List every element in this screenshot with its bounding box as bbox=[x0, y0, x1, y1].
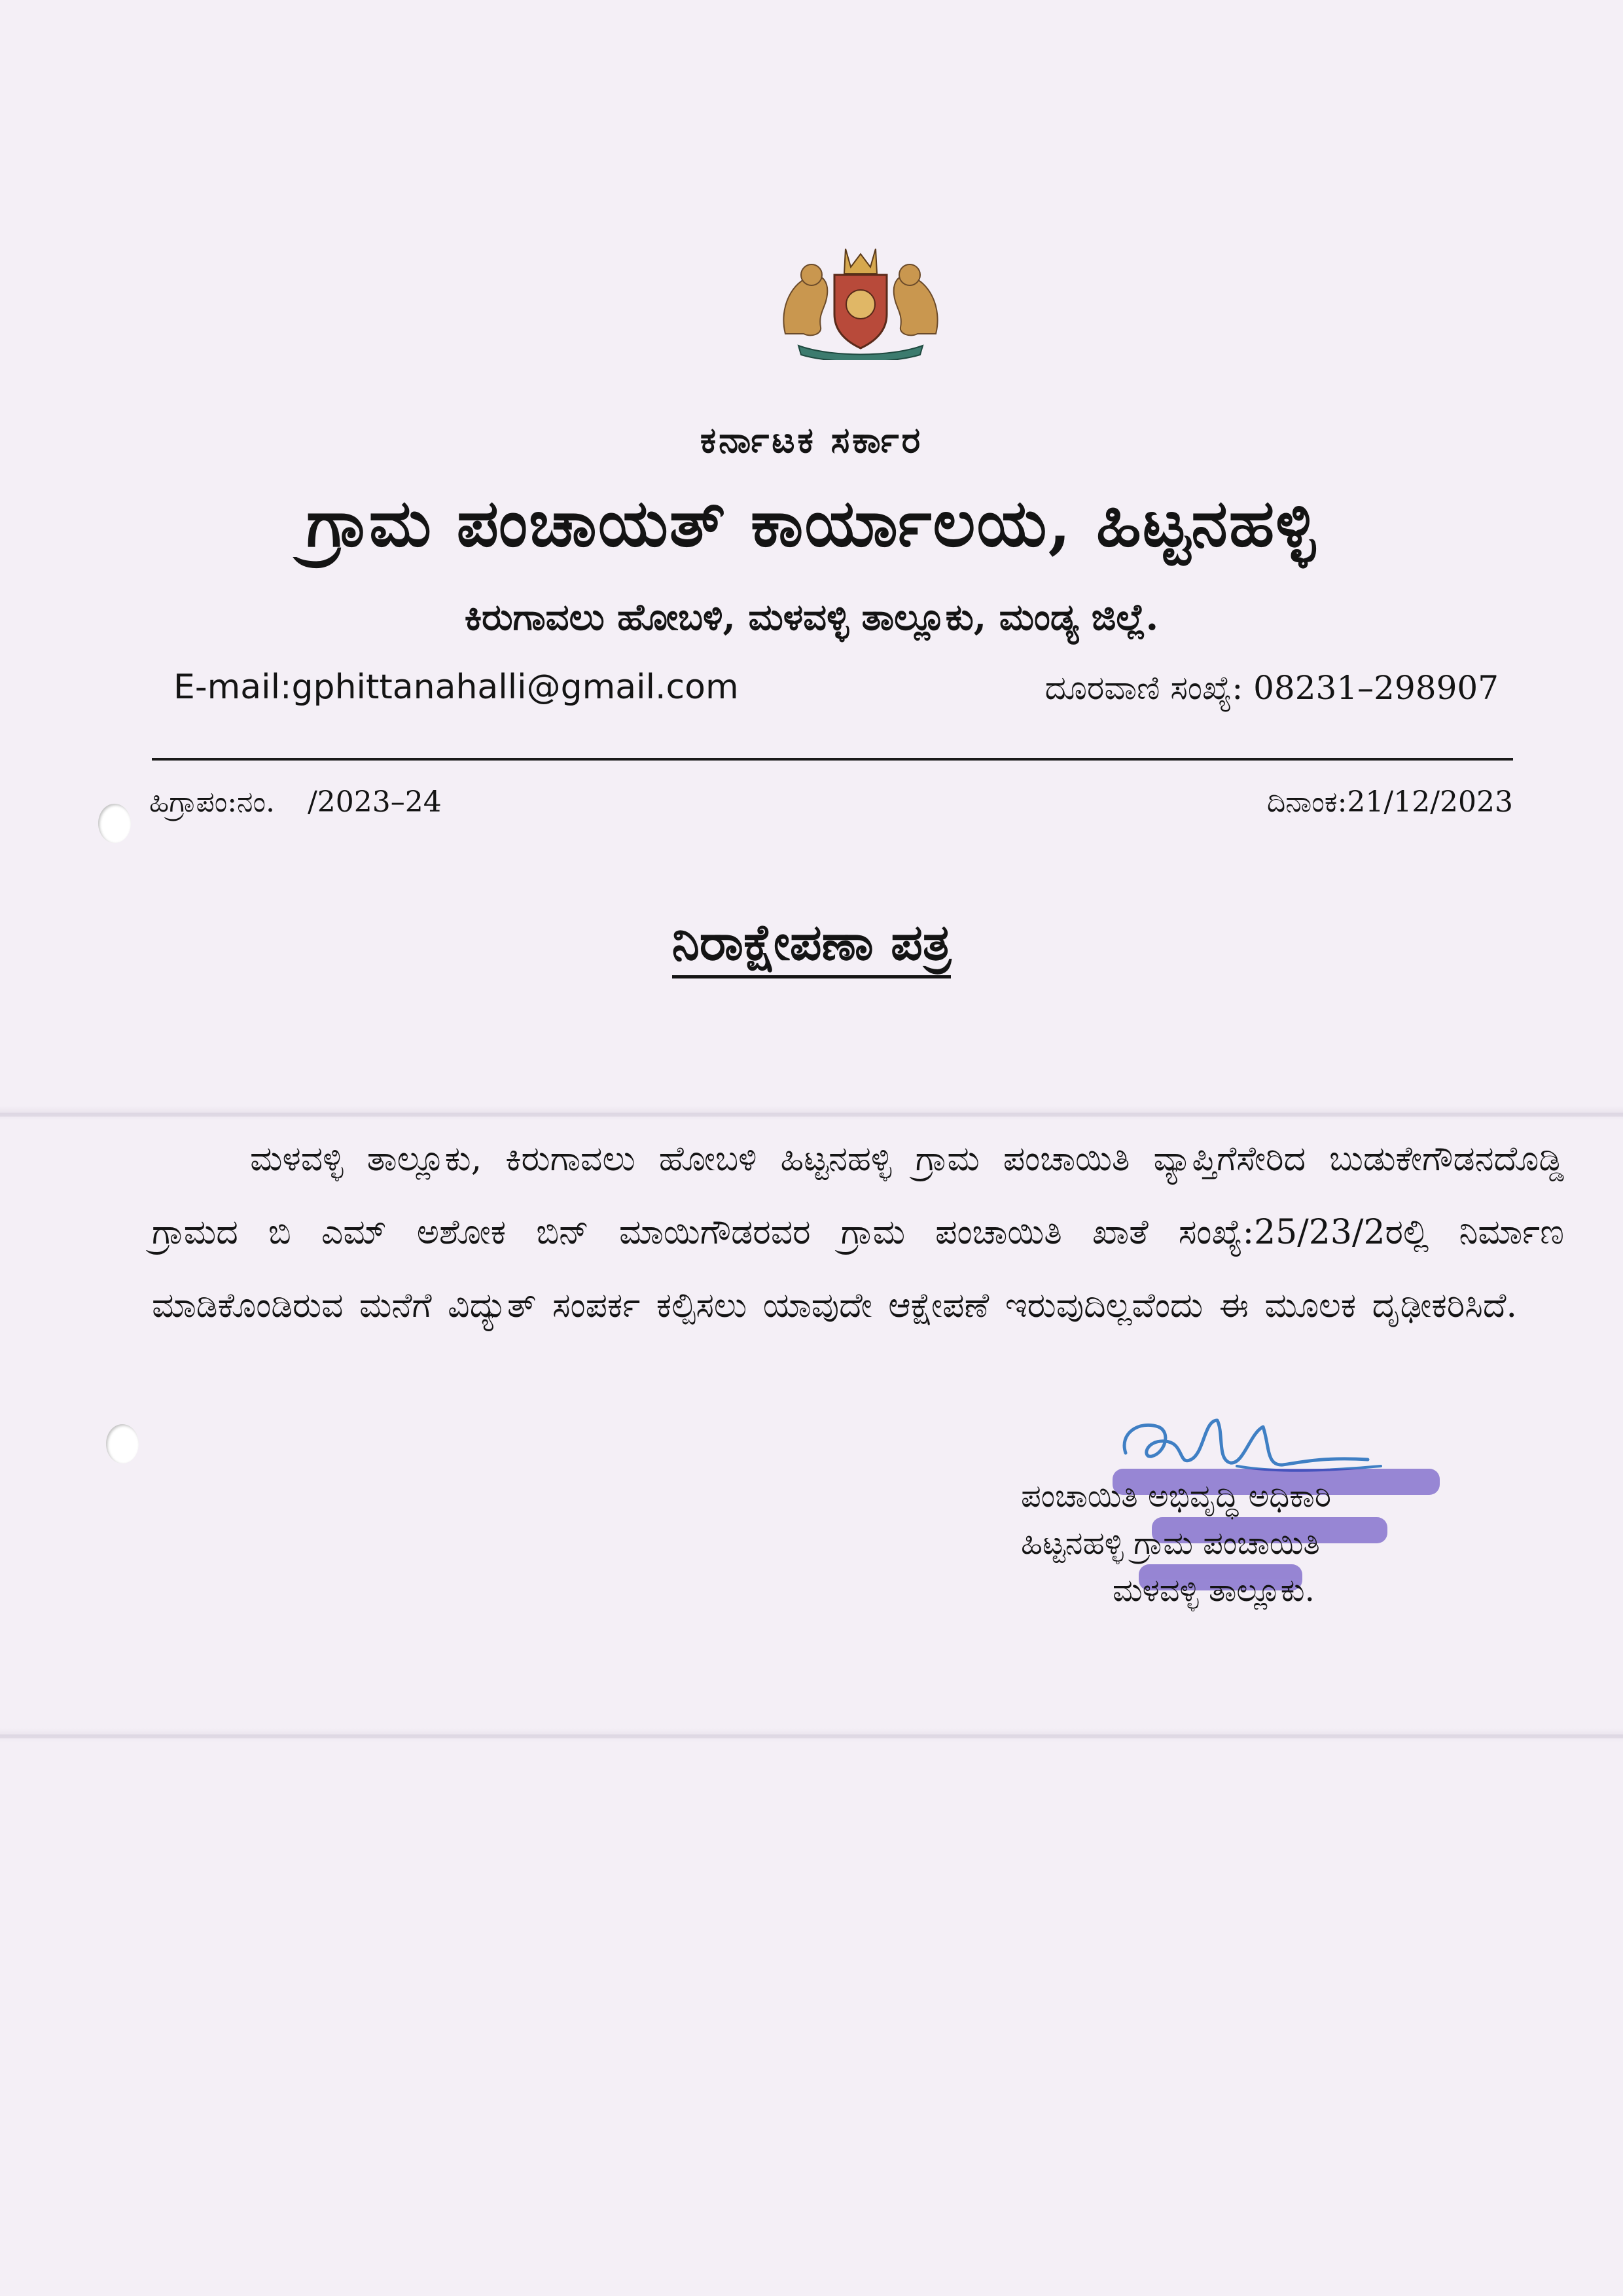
subject-text: ನಿರಾಕ್ಷೇಪಣಾ ಪತ್ರ bbox=[672, 913, 952, 978]
letter-body: ಮಳವಳ್ಳಿ ತಾಲ್ಲೂಕು, ಕಿರುಗಾವಲು ಹೋಬಳಿ ಹಿಟ್ಟನಹಳ್ಳಿ ಗ್ರಾಮ ಪಂಚಾಯಿತಿ ವ್ಯಾಪ್ತಿಗೆಸೇರಿದ ಬುಡುಕೇಗೌಡನದೊಡ್ಡಿ ಗ್ರಾಮದ ಬಿ ಎಮ್ ಅಶೋಕ ಬಿನ್ ಮಾಯಿಗೌಡರವರ ಗ್ರಾಮ ಪಂಚಾಯಿತಿ ಖಾತೆ ಸಂಖ್ಯೆ:25/23/2ರಲ್ಲಿ ನಿರ್ಮಾಣ ಮಾಡಿಕೊಂಡಿರುವ ಮನೆಗೆ ವಿದ್ಯುತ್ ಸಂಪರ್ಕ ಕಲ್ಪಿಸಲು ಯಾವುದೇ ಆಕ್ಷೇಪಣೆ ಇರುವುದಿಲ್ಲವೆಂದು ಈ ಮೂಲಕ ದೃಢೀಕರಿಸಿದೆ. bbox=[152, 1139, 1564, 1325]
office-title: ಗ್ರಾಮ ಪಂಚಾಯತ್ ಕಾರ್ಯಾಲಯ, ಹಿಟ್ಟನಹಳ್ಳಿ bbox=[306, 484, 1317, 562]
email-address: E-mail:gphittanahalli@gmail.com bbox=[173, 668, 739, 707]
header-divider bbox=[152, 758, 1513, 761]
reference-year: /2023–24 bbox=[307, 785, 442, 819]
punch-hole bbox=[98, 804, 131, 843]
officer-stamp bbox=[1021, 1473, 1331, 1614]
stamp-line-panchayat: ಹಿಟ್ಟನಹಳ್ಳಿ ಗ್ರಾಮ ಪಂಚಾಯಿತಿ bbox=[1021, 1525, 1320, 1562]
karnataka-emblem-icon bbox=[772, 236, 949, 360]
stamp-line-designation: ಪಂಚಾಯಿತಿ ಅಭಿವೃದ್ಧಿ ಅಧಿಕಾರಿ bbox=[1021, 1478, 1332, 1515]
office-address: ಕಿರುಗಾವಲು ಹೋಬಳಿ, ಮಳವಳ್ಳಿ ತಾಲ್ಲೂಕು, ಮಂಡ್ಯ ಜಿಲ್ಲೆ. bbox=[464, 596, 1159, 639]
government-name: ಕರ್ನಾಟಕ ಸರ್ಕಾರ bbox=[700, 419, 923, 461]
phone-number: ದೂರವಾಣಿ ಸಂಖ್ಯೆ: 08231–298907 bbox=[1044, 669, 1499, 707]
fold-crease bbox=[0, 1734, 1623, 1738]
punch-hole bbox=[106, 1424, 139, 1463]
letter-date: ದಿನಾಂಕ:21/12/2023 bbox=[1266, 785, 1513, 819]
stamp-line-taluk: ಮಳವಳ್ಳಿ ತಾಲ್ಲೂಕು. bbox=[1113, 1572, 1315, 1609]
fold-crease bbox=[0, 1113, 1623, 1117]
letter-subject bbox=[0, 913, 1623, 973]
reference-number bbox=[149, 785, 442, 819]
reference-prefix: ಹಿಗ್ರಾಪಂ:ನಂ. bbox=[149, 785, 275, 819]
